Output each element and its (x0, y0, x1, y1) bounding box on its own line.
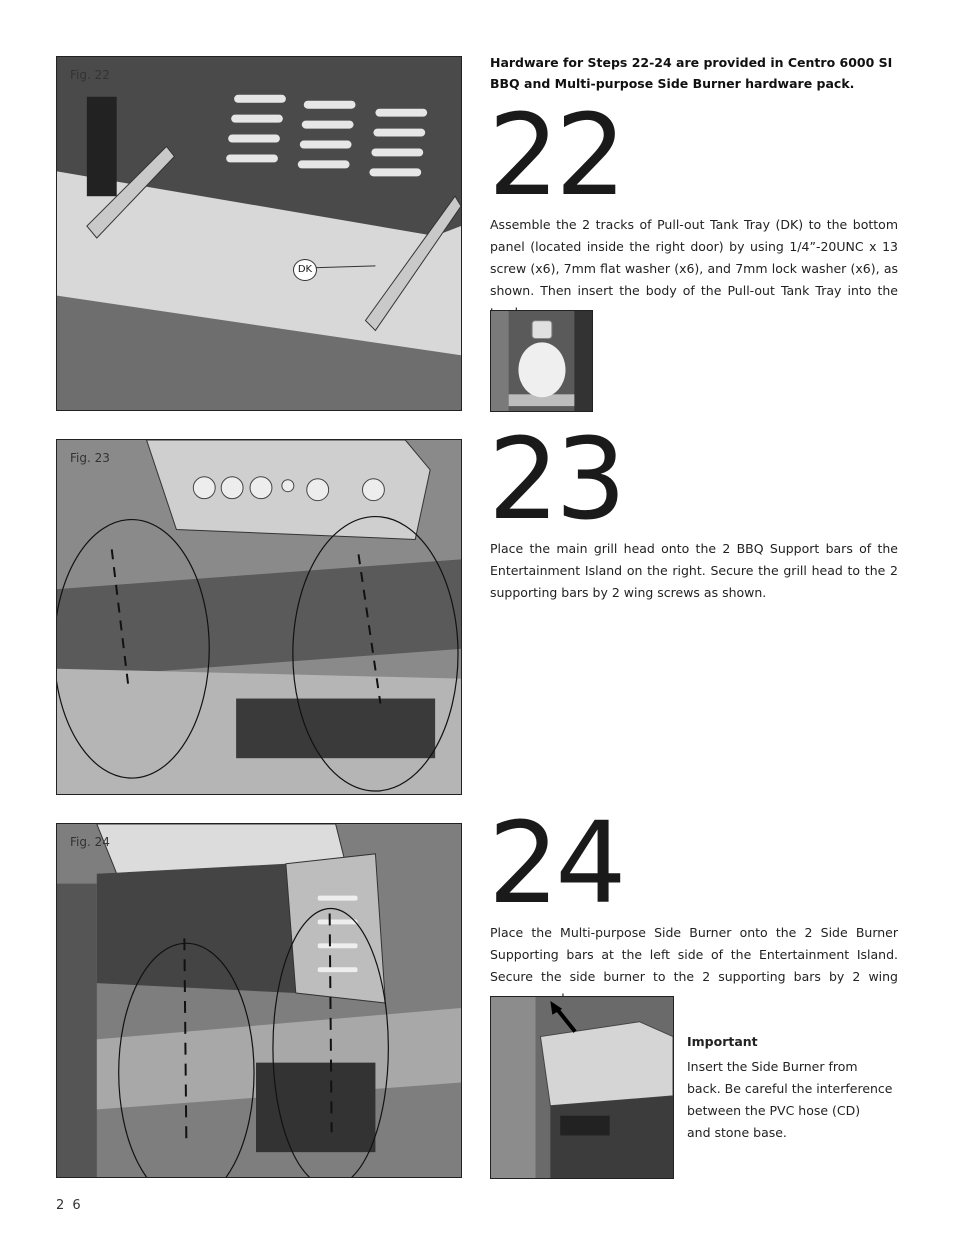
important-heading: Important (687, 1034, 758, 1049)
step-22-number: 22 (488, 91, 623, 221)
figure-24-label: Fig. 24 (70, 835, 110, 849)
dk-callout: DK (293, 259, 317, 281)
step-24-number: 24 (488, 799, 623, 929)
important-line-1: Insert the Side Burner from (687, 1059, 858, 1074)
side-burner-photo (490, 996, 674, 1179)
important-line-4: and stone base. (687, 1125, 787, 1140)
hardware-intro (490, 52, 900, 94)
step-23-number: 23 (488, 415, 623, 545)
page-number: 2 6 (56, 1198, 83, 1213)
figure-23-label: Fig. 23 (70, 451, 110, 465)
figure-22-illustration (56, 56, 462, 411)
figure-23-illustration (56, 439, 462, 795)
step-23-text: Place the main grill head onto the 2 BBQ Support bars of the Entertainment Island on the right. Secure the grill head to the 2 supporting bars by 2 wing screws as shown. (490, 541, 898, 600)
figure-22-drawing (57, 57, 461, 410)
step-24-text: Place the Multi-purpose Side Burner onto the 2 Side Burner Supporting bars at the left side of the Entertainment Island. Secure the side burner to the 2 supporting bars by 2 wing (490, 925, 898, 984)
propane-tank-image (491, 311, 592, 411)
figure-22-label: Fig. 22 (70, 68, 110, 82)
step-22-text: Assemble the 2 tracks of Pull-out Tank Tray (DK) to the bottom panel (located inside the right door) by using 1/4”-20UNC x 13 screw (x6), 7mm flat washer (x6), and 7mm lock washer (x6), as shown. Then insert the body of the Pull-out Tank Tray into the (490, 217, 898, 298)
important-line-2: back. Be careful the interference (687, 1081, 893, 1096)
side-burner-image (491, 997, 673, 1178)
important-line-3: between the PVC hose (CD) (687, 1103, 861, 1118)
figure-23-drawing (57, 440, 461, 794)
figure-24-drawing (57, 824, 461, 1177)
figure-24-illustration (56, 823, 462, 1178)
tank-tray-photo (490, 310, 593, 412)
intro-line-1: Hardware for Steps 22-24 are provided in Centro 6000 SI (490, 55, 893, 70)
intro-line-2: BBQ and Multi-purpose Side Burner hardware pack. (490, 76, 855, 91)
important-note (687, 1031, 907, 1144)
